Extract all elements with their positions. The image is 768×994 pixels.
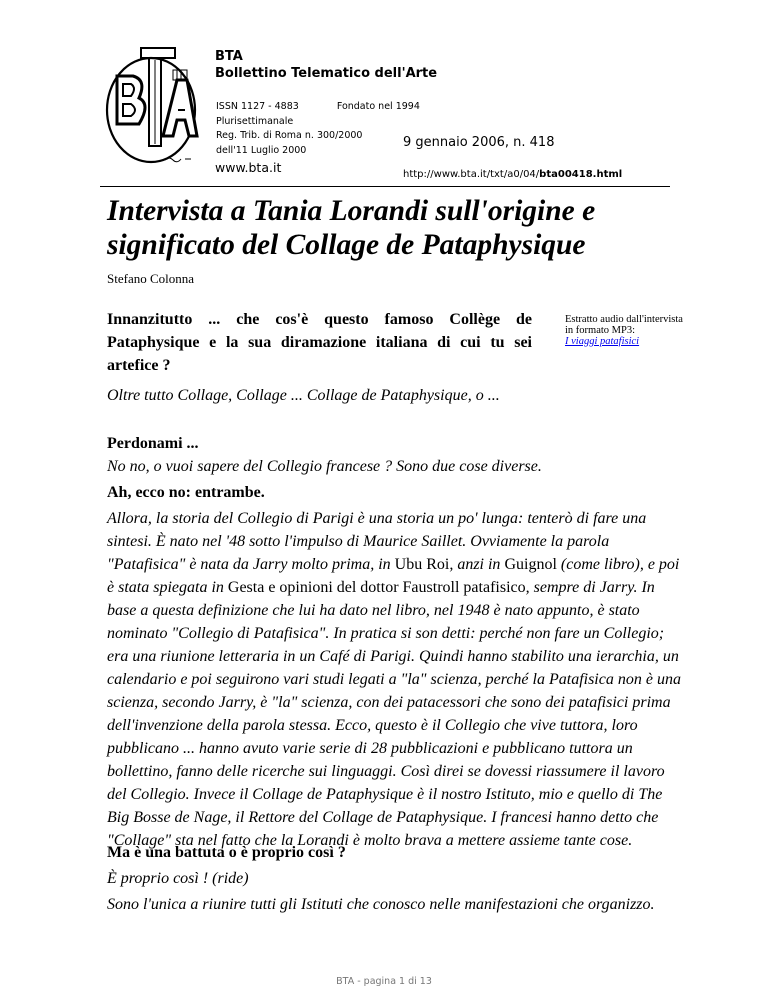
url-prefix: http://www.bta.it/txt/a0/04/: [403, 169, 540, 180]
header-divider: [100, 186, 670, 187]
founded-year: Fondato nel 1994: [336, 101, 420, 112]
page-footer: BTA - pagina 1 di 13: [336, 976, 432, 987]
audio-note: [565, 314, 705, 347]
brand-short: BTA: [215, 49, 243, 64]
audio-note-line-1: Estratto audio dall'intervista: [565, 314, 683, 325]
work-title-guignol: Guignol: [504, 556, 557, 573]
page-url[interactable]: [403, 169, 622, 180]
url-file: bta00418.html: [539, 169, 623, 180]
website-link[interactable]: www.bta.it: [215, 160, 282, 175]
answer-3-part-2: , anzi in: [449, 556, 505, 573]
audio-link[interactable]: I viaggi patafisici: [565, 336, 640, 347]
answer-3-part-4: , sempre di Jarry. In base a questa definizione che lui ha dato nel libro, nel 1948 è nato appunto, è stato nominato "Collegio di Patafisica". In pratica si son detti: perché non fare un Collegio; era una riunione letteraria in un Café di Parigi. Quindi hanno stabilito una ierarchia, un calendario e poi seguirono vari studi legati a "la" scienza, perché la Patafisica non è una scienza, secondo Jarry, è "la" scienza, con dei patacessori che sono dei patafisici prima dell'invenzione della parola stessa. Ecco, questo è il Collegio che vive tuttora, loro pubblicano ... hanno avuto varie serie di 28 pubblicazioni e pubblicano tuttora un bollettino, fanno delle ricerche sui linguaggi. Così direi se dovessi riassumere il lavoro del Collegio. Invece il Collage de Pataphysique è il nostro Istituto, mio e quello di The Big Bosse de Nage, il Rettore del Collage de Pataphysique. I francesi hanno detto che "Collage" sta nel fatto che la Lorandi è molto brava a mettere assieme tante cose.: [107, 579, 681, 849]
answer-1: Oltre tutto Collage, Collage ... Collage de Pataphysique, o ...: [107, 387, 500, 404]
answer-3-part-1: Allora, la storia del Collegio di Parigi è una storia un po' lunga: tenterò di fare una sintesi. È nato nel '48 sotto l'impulso di Maurice Saillet. Ovviamente la parola "Patafisica" è nata da Jarry molto prima, in: [107, 510, 647, 573]
registration-line-1: Reg. Trib. di Roma n. 300/2000: [216, 130, 363, 141]
answer-3: [107, 507, 681, 852]
publication-meta: [216, 100, 420, 158]
masthead: [215, 48, 437, 82]
answer-4: È proprio così ! (ride): [107, 870, 249, 887]
question-2: Perdonami ...: [107, 435, 199, 452]
work-title-faustroll: Gesta e opinioni del dottor Faustroll patafisico: [227, 579, 526, 596]
answer-5: Sono l'unica a riunire tutti gli Istituti che conosco nelle manifestazioni che organizzo.: [107, 896, 655, 913]
work-title-ubu-roi: Ubu Roi: [394, 556, 450, 573]
registration-line-2: dell'11 Luglio 2000: [216, 144, 307, 156]
article-title: Intervista a Tania Lorandi sull'origine e significato del Collage de Pataphysique: [107, 195, 596, 261]
answer-2: No no, o vuoi sapere del Collegio francese ? Sono due cose diverse.: [107, 458, 542, 475]
answer-3-part-3: (come libro), e poi è stata spiegata in: [107, 556, 680, 596]
bta-logo-icon: [103, 40, 209, 170]
frequency: Plurisettimanale: [216, 115, 294, 127]
question-4: Ma è una battuta o è proprio così ?: [107, 844, 346, 861]
brand-full: Bollettino Telematico dell'Arte: [215, 66, 438, 81]
audio-note-line-2: in formato MP3:: [565, 325, 635, 336]
issue-date: 9 gennaio 2006, n. 418: [403, 135, 555, 150]
question-3: Ah, ecco no: entrambe.: [107, 484, 265, 501]
question-1: Innanzitutto ... che cos'è questo famoso Collège de Pataphysique e la sua diramazione italiana di cui tu sei artefice ?: [107, 311, 532, 374]
article-author: Stefano Colonna: [107, 271, 195, 286]
issn: ISSN 1127 - 4883: [216, 101, 299, 112]
